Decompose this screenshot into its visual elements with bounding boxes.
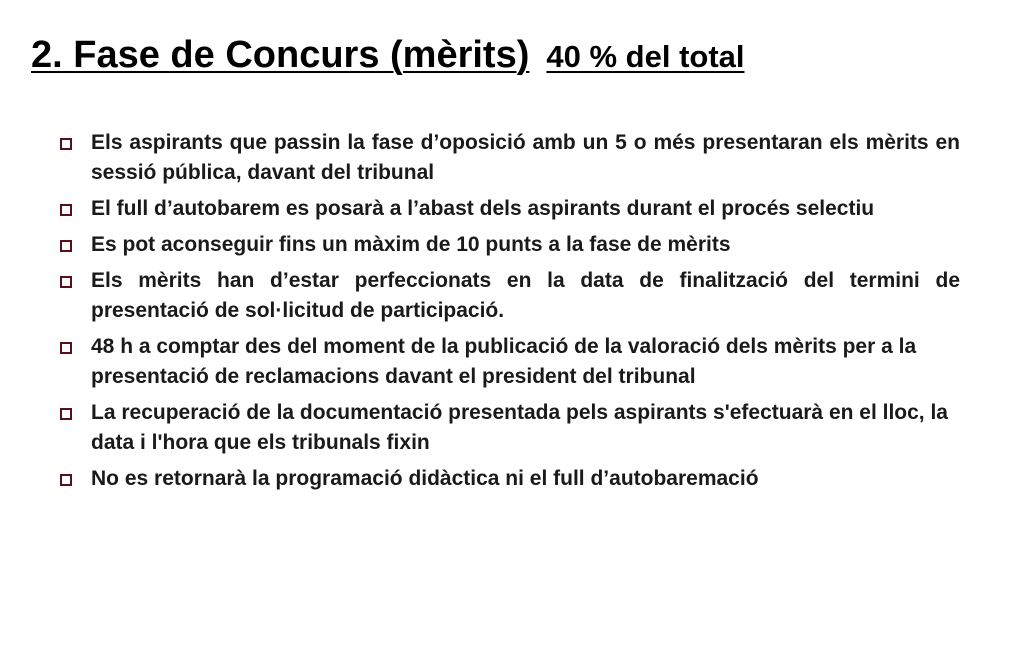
bullet-item (60, 464, 960, 494)
bullet-item (60, 194, 960, 224)
bullet-text: La recuperació de la documentació presentada pels aspirants s'efectuarà en el lloc, la data i l'hora que els tribunals fixin (91, 401, 948, 454)
bullet-item (60, 398, 960, 458)
bullet-text: Els aspirants que passin la fase d’oposició amb un 5 o més presentaran els mèrits en sessió pública, davant del tribunal (91, 131, 960, 184)
bullet-text: 48 h a comptar des del moment de la publicació de la valoració dels mèrits per a la presentació de reclamacions davant el president del tribunal (91, 335, 917, 388)
hollow-square-bullet-icon (60, 342, 72, 354)
hollow-square-bullet-icon (60, 138, 72, 150)
bullet-item (60, 332, 960, 392)
hollow-square-bullet-icon (60, 474, 72, 486)
title-main: 2. Fase de Concurs (mèrits) (31, 34, 530, 76)
bullet-item (60, 230, 960, 260)
hollow-square-bullet-icon (60, 204, 72, 216)
bullet-item (60, 266, 960, 326)
hollow-square-bullet-icon (60, 240, 72, 252)
title-percentage: 40 % del total (546, 39, 745, 74)
hollow-square-bullet-icon (60, 276, 72, 288)
bullet-item (60, 128, 960, 188)
bullet-text: El full d’autobarem es posarà a l’abast dels aspirants durant el procés selectiu (91, 197, 875, 220)
hollow-square-bullet-icon (60, 408, 72, 420)
bullet-text: Es pot aconseguir fins un màxim de 10 punts a la fase de mèrits (91, 233, 731, 256)
bullet-text: Els mèrits han d’estar perfeccionats en la data de finalització del termini de presentació de sol·licitud de participació. (91, 269, 960, 322)
bullet-list (60, 128, 960, 500)
bullet-text: No es retornarà la programació didàctica ni el full d’autobaremació (91, 467, 759, 490)
slide-title (31, 36, 745, 74)
